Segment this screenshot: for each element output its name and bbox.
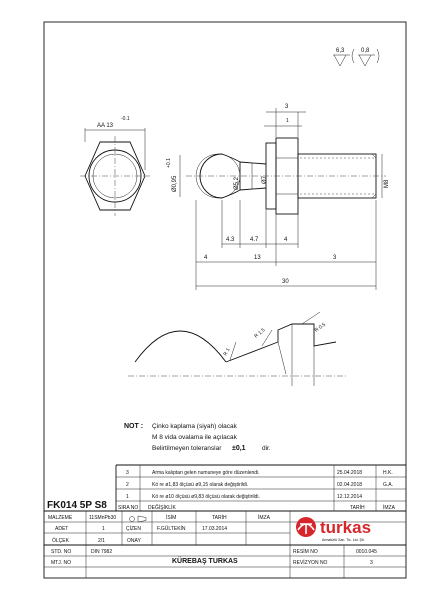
rev-row-1-by: H.K. (383, 470, 393, 476)
imza-label: İMZA (258, 515, 270, 521)
dim-hex-tol: -0.1 (121, 116, 130, 122)
mtj-label: MTJ. NO (51, 560, 71, 566)
dim-flange-gap: 3 (285, 104, 289, 110)
dim-4-left: 4 (204, 255, 208, 261)
dim-4-3: 4.3 (226, 237, 235, 243)
dim-4-7: 4.7 (250, 237, 259, 243)
logo-text: turkas (320, 518, 372, 537)
dim-shank-dia: Ø7 (262, 175, 268, 184)
rev-row-1-no: 3 (126, 470, 129, 476)
ball-stud-side-view (186, 138, 386, 214)
dim-flange-thk: 1 (286, 118, 289, 124)
rev-row-1-desc: Arma kalıptan gelen numuneye göre düzenlendi. (152, 470, 260, 476)
drawing-title: KÜREBAŞ TURKAS (172, 558, 238, 565)
rev-row-2-desc: Kö re ø1,83 ölçüsü ø9,15 olarak değiştirildi. (152, 482, 249, 488)
dim-r-neck: R 1.5 (253, 327, 267, 340)
olcek-value: 2/1 (98, 538, 105, 544)
resim-label: RESİM NO (293, 549, 318, 555)
rev-row-3-desc: Kö re ø10 ölçüsü ø9,83 ölçüsü olarak değiştirildi. (152, 494, 260, 500)
resim-value: 0010.045 (356, 549, 377, 555)
dim-4-small: 4 (284, 237, 288, 243)
dim-thread: M8 (384, 179, 390, 188)
dim-r-flange: R 0.5 (313, 321, 327, 334)
surface-finish-symbols (333, 48, 379, 66)
note-line-2: M 8 vida ovalama ile açılacak (152, 434, 237, 441)
side-view-dimensions (166, 104, 390, 290)
dim-ball-dia: Ø0,95 (172, 175, 178, 192)
notes-block (124, 423, 271, 452)
adet-label: ADET (55, 526, 69, 532)
dim-30: 30 (282, 279, 289, 285)
cizen-label: ÇİZEN (126, 526, 141, 532)
rev-row-2-no: 2 (126, 482, 129, 488)
note-line-3-value: ±0,1 (232, 445, 246, 452)
dim-r-ball: R 1 (222, 347, 232, 357)
malzeme-label: MALZEME (48, 515, 73, 521)
tarih-label: TARİH (212, 515, 227, 521)
turkas-logo (296, 517, 371, 542)
note-line-3-prefix: Belirtilmeyen toleranslar (152, 445, 222, 452)
revision-table (44, 465, 406, 511)
isim-label: İSİM (166, 515, 177, 521)
note-line-1: Çinko kaplama (siyah) olacak (152, 423, 237, 430)
note-line-3-suffix: dir. (262, 445, 271, 452)
surface-finish-fine: 0,8 (361, 48, 370, 54)
rev-row-1-date: 25.04.2018 (337, 470, 363, 476)
std-label: STD. NO (51, 549, 72, 555)
dim-3: 3 (333, 255, 337, 261)
revizyon-label: REVİZYON NO (293, 560, 328, 566)
rev-header-degisiklik: DEĞİŞİKLİK (148, 505, 176, 511)
projection-symbol (130, 516, 147, 522)
dim-13: 13 (254, 255, 261, 261)
dim-neck-dia: Ø5,2 (234, 176, 240, 190)
logo-subtext: Armatürlü San. Tic. Ltd. Şti. (322, 538, 365, 542)
rev-row-2-date: 02.04.2018 (337, 482, 363, 488)
adet-value: 1 (102, 526, 105, 532)
dim-hex-across-flats: AA 13 (97, 123, 114, 129)
part-code: FK014 5P S8 (47, 500, 107, 511)
cizen-name: F.GÜLTEKİN (157, 526, 186, 532)
rev-header-imza: İMZA (383, 505, 395, 511)
rev-header-tarih: TARİH (350, 505, 365, 511)
rev-row-2-by: G.A. (383, 482, 394, 488)
malzeme-value: 11SMnPb30 (89, 515, 117, 521)
hex-front-view (80, 116, 150, 216)
title-block (44, 511, 406, 578)
cizen-date: 17.03.2014 (202, 526, 228, 532)
dim-ball-tol: +0.1 (166, 158, 172, 168)
std-value: DIN 7982 (91, 549, 113, 555)
surface-finish-general: 6,3 (336, 48, 345, 54)
detail-view (128, 312, 346, 386)
rev-header-sira: SIRA NO (118, 505, 139, 511)
onay-label: ONAY (127, 538, 141, 544)
olcek-label: ÖLÇEK (52, 538, 69, 544)
revizyon-value: 3 (370, 560, 373, 566)
notes-label: NOT : (124, 423, 144, 430)
rev-row-3-date: 12.12.2014 (337, 494, 363, 500)
rev-row-3-no: 1 (126, 494, 129, 500)
